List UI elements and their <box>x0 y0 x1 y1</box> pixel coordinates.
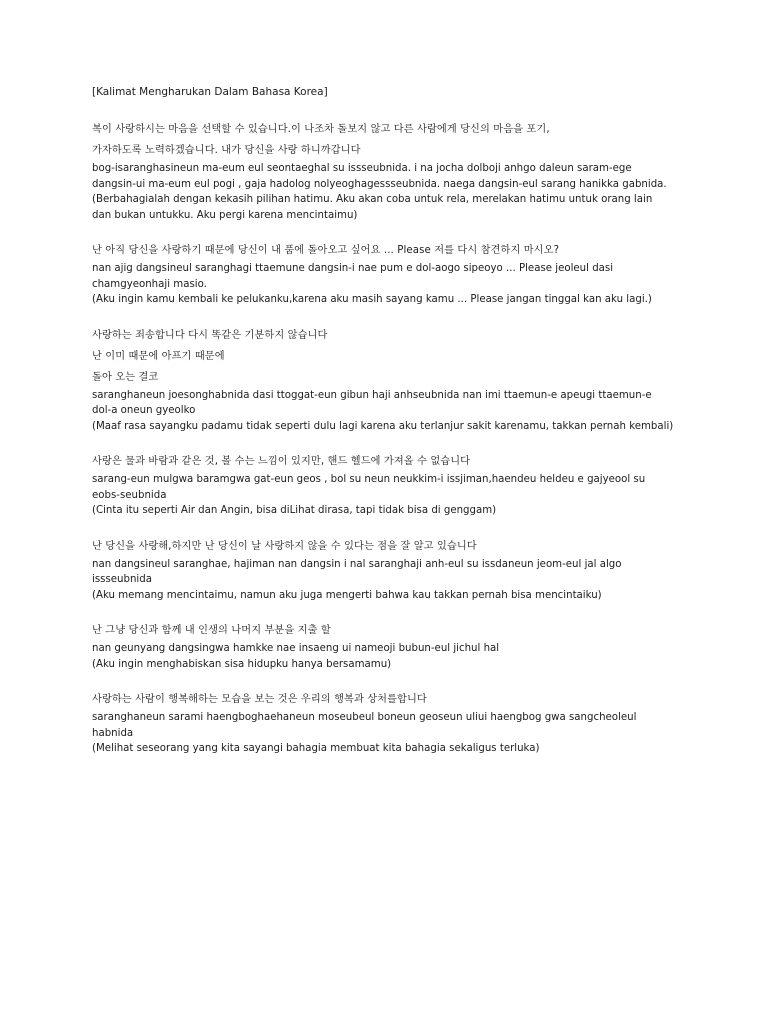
korean-text: 난 그냥 당신과 함께 내 인생의 나머지 부분을 지출 할 <box>92 625 331 636</box>
korean-text: 복이 사랑하시는 마음을 선택할 수 있습니다.이 나조차 돌보지 않고 다른 사람에게 당신의 마음을 포기, <box>92 124 550 135</box>
romanization-text: saranghaneun joesonghabnida dasi ttoggat-eun gibun haji anhseubnida nan imi ttaemun-e apeugi ttaemun-e <box>92 389 652 401</box>
romanization-text: nan ajig dangsineul saranghagi ttaemune dangsin-i nae pum e dol-aogo sipeoyo ... Please jeoleul dasi <box>92 263 614 274</box>
romanization-text: eobs-seubnida <box>92 489 167 501</box>
phrase-section <box>92 325 690 435</box>
romanization-text: nan dangsineul saranghae, hajiman nan dangsin i nal saranghaji anh-eul su issdaneun jeom-eul jal algo <box>92 558 622 570</box>
korean-text: 난 아직 당신을 사랑하기 때문에 당신이 내 품에 돌아오고 싶어요 ... Please 저를 다시 참견하지 마시오? <box>92 245 560 256</box>
korean-text: 난 이미 때문에 아프기 때문에 <box>92 350 225 362</box>
phrase-section <box>92 620 690 672</box>
phrase-section <box>92 240 690 308</box>
romanization-text: bog-isaranghasineun ma-eum eul seontaeghal su issseubnida. i na jocha dolboji anhgo daleun saram-ege <box>92 163 632 174</box>
korean-text: 사랑하는 사람이 행복해하는 모습을 보는 것은 우리의 행복과 상처를합니다 <box>92 694 427 705</box>
translation-text: dan bukan untukku. Aku pergi karena mencintaimu) <box>92 209 358 221</box>
romanization-text: dol-a oneun gyeolko <box>92 405 196 416</box>
romanization-text: issseubnida <box>92 574 152 585</box>
translation-text: (Cinta itu seperti Air dan Angin, bisa diLihat dirasa, tapi tidak bisa di genggam) <box>92 505 497 516</box>
romanization-text: sarang-eun mulgwa baramgwa gat-eun geos , bol su neun neukkim-i issjiman,haendeu heldeu e gajyeool su <box>92 474 646 485</box>
translation-text: (Aku ingin menghabiskan sisa hidupku hanya bersamamu) <box>92 658 392 670</box>
korean-text: 사랑하는 죄송합니다 다시 똑같은 기분하지 않습니다 <box>92 329 328 341</box>
korean-text: 사랑은 물과 바람과 같은 것, 볼 수는 느낌이 있지만, 핸드 헬드에 가져올 수 없습니다 <box>92 456 471 467</box>
translation-text: (Aku memang mencintaimu, namun aku juga mengerti bahwa kau takkan pernah bisa mencintaiku) <box>92 589 602 601</box>
phrase-section <box>92 536 690 604</box>
romanization-text: chamgyeonhaji masio. <box>92 278 207 290</box>
phrase-section <box>92 451 690 519</box>
document-title: [Kalimat Mengharukan Dalam Bahasa Korea] <box>92 86 328 98</box>
translation-text: (Aku ingin kamu kembali ke pelukanku,karena aku masih sayang kamu ... Please jangan tinggal kan aku lagi.) <box>92 294 652 305</box>
romanization-text: nan geunyang dangsingwa hamkke nae insaeng ui nameoji bubun-eul jichul hal <box>92 643 500 654</box>
korean-text: 난 당신을 사랑해,하지만 난 당신이 날 사랑하지 않을 수 있다는 점을 잘 알고 있습니다 <box>92 540 477 552</box>
translation-text: (Maaf rasa sayangku padamu tidak seperti dulu lagi karena aku terlanjur sakit karenamu, takkan pernah kembali) <box>92 420 674 432</box>
romanization-text: dangsin-ui ma-eum eul pogi , gaja hadolog nolyeoghagessseubnida. naega dangsin-eul sarang hanikka gabnida. <box>92 178 667 190</box>
translation-text: (Berbahagialah dengan kekasih pilihan hatimu. Aku akan coba untuk rela, merelakan hatimu untuk orang lain <box>92 194 653 205</box>
romanization-text: habnida <box>92 727 134 739</box>
romanization-text: saranghaneun sarami haengboghaehaneun moseubeul boneun geoseun uliui haengbog gwa sangcheoleul <box>92 712 637 723</box>
korean-text: 가자하도록 노력하겠습니다. 내가 당신을 사랑 하니까갑니다 <box>92 145 361 156</box>
phrase-section <box>92 689 690 757</box>
translation-text: (Melihat seseorang yang kita sayangi bahagia membuat kita bahagia sekaligus terluka) <box>92 743 540 754</box>
korean-text: 돌아 오는 결코 <box>92 371 159 383</box>
phrase-section <box>92 119 690 223</box>
